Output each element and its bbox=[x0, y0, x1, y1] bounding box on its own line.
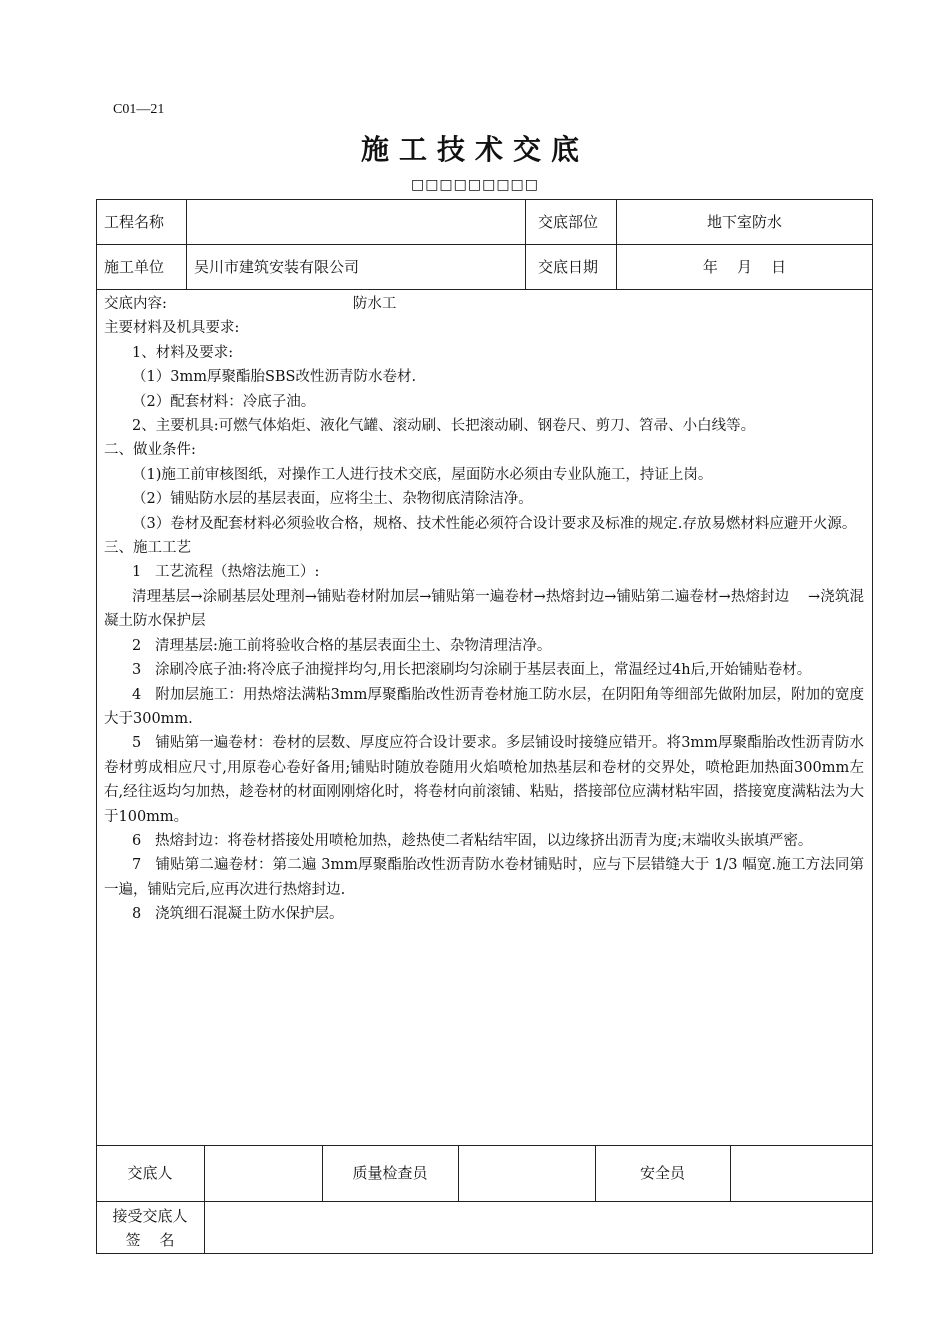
row-divider bbox=[96, 1201, 873, 1202]
quality-inspector-label: 质量检查员 bbox=[352, 1164, 428, 1182]
construction-unit-label: 施工单位 bbox=[104, 258, 165, 276]
content-line: 6 热熔封边：将卷材搭接处用喷枪加热，趁热使二者粘结牢固，以边缘挤出沥青为度;末端收头嵌填严密。 bbox=[132, 832, 813, 849]
content-line: 5 铺贴第一遍卷材：卷材的层数、厚度应符合设计要求。多层铺设时接缝应错开。将3mm厚聚酯胎改性沥青防水卷材剪成相应尺寸,用原卷心卷好备用;铺贴时随放卷随用火焰喷枪加热基层和卷材的交界处，喷枪距加热面300mm左右,经往返均匀加热，趁卷材的材面刚刚熔化时，将卷材向前滚铺、粘贴，搭接部位应满材粘牢固，搭接宽度满粘法为大于100mm。 bbox=[104, 735, 864, 825]
content-label: 交底内容: bbox=[104, 296, 167, 312]
content-line: （2）铺贴防水层的基层表面，应将尘土、杂物彻底清除洁净。 bbox=[132, 491, 533, 508]
content-line: 3 涂刷冷底子油:将冷底子油搅拌均匀,用长把滚刷均匀涂刷于基层表面上，常温经过4h后,开始铺贴卷材。 bbox=[132, 662, 812, 679]
document-title: 施工技术交底 bbox=[360, 133, 589, 166]
row-divider bbox=[96, 244, 873, 245]
part-value[interactable]: 地下室防水 bbox=[706, 213, 782, 231]
content-line: （1）3mm厚聚酯胎SBS改性沥青防水卷材. bbox=[132, 369, 417, 386]
content-line: （3）卷材及配套材料必须验收合格，规格、技术性能必须符合设计要求及标准的规定.存放易燃材料应避开火源。 bbox=[132, 515, 857, 532]
content-line: 清理基层→涂刷基层处理剂→铺贴卷材附加层→铺贴第一遍卷材→热熔封边→铺贴第二遍卷材→热熔封边 →浇筑混凝土防水保护层 bbox=[104, 588, 864, 630]
content-line: 8 浇筑细石混凝土防水保护层。 bbox=[132, 906, 344, 923]
document-code: C01—21 bbox=[113, 102, 165, 117]
document-subtitle: □□□□□□□□□ bbox=[410, 177, 540, 193]
content-line: 4 附加层施工：用热熔法满粘3mm厚聚酯胎改性沥青卷材施工防水层，在阴阳角等细部先做附加层，附加的宽度大于300mm. bbox=[104, 686, 864, 727]
receiver-signature-label: 签 名 bbox=[125, 1231, 175, 1249]
column-divider bbox=[186, 199, 187, 289]
content-line: 7 铺贴第二遍卷材：第二遍 3mm厚聚酯胎改性沥青防水卷材铺贴时，应与下层错缝大于 1/3 幅宽.施工方法同第一遍，铺贴完后,应再次进行热熔封边. bbox=[104, 857, 864, 898]
content-line: 1 工艺流程（热熔法施工）: bbox=[132, 564, 320, 581]
content-line: 1、材料及要求: bbox=[132, 344, 234, 361]
row-divider bbox=[96, 1145, 873, 1146]
content-line: （1)施工前审核图纸，对操作工人进行技术交底，屋面防水必须由专业队施工，持证上岗。 bbox=[132, 466, 713, 483]
column-divider bbox=[525, 199, 526, 289]
disclosure-content bbox=[104, 292, 864, 927]
content-topic: 防水工 bbox=[352, 296, 397, 312]
receiver-label: 接受交底人 bbox=[112, 1207, 188, 1225]
project-name-label: 工程名称 bbox=[104, 213, 165, 231]
content-line: （2）配套材料：冷底子油。 bbox=[132, 393, 316, 410]
row-divider bbox=[96, 289, 873, 290]
column-divider bbox=[730, 1145, 731, 1201]
content-line: 二、做业条件: bbox=[104, 442, 196, 459]
safety-officer-label: 安全员 bbox=[639, 1164, 685, 1182]
construction-unit-value[interactable]: 吴川市建筑安装有限公司 bbox=[194, 258, 360, 276]
content-line: 主要材料及机具要求: bbox=[104, 320, 240, 337]
date-label: 交底日期 bbox=[538, 258, 599, 276]
part-label: 交底部位 bbox=[538, 213, 599, 231]
content-line: 2、主要机具:可燃气体焰炬、液化气罐、滚动刷、长把滚动刷、钢卷尺、剪刀、笤帚、小白线等。 bbox=[132, 418, 756, 435]
content-line: 三、施工工艺 bbox=[104, 540, 191, 557]
column-divider bbox=[458, 1145, 459, 1201]
column-divider bbox=[204, 1145, 205, 1254]
content-line: 2 清理基层:施工前将验收合格的基层表面尘土、杂物清理洁净。 bbox=[132, 637, 552, 654]
date-value[interactable]: 年 月 日 bbox=[702, 258, 787, 276]
presenter-label: 交底人 bbox=[127, 1164, 173, 1182]
